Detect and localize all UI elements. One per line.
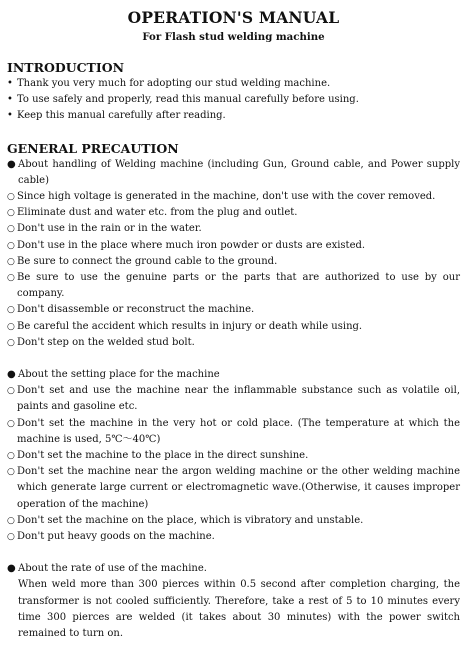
rate-paragraph: When weld more than 300 pierces within 0.5 second after completion charging, the transformer is not cooled sufficiently. Therefore, take a rest of 5 to 10 minutes every time 300 pierces are welded (it takes about 30 minutes) with the power switch remained to turn on. [18,579,460,640]
intro-item: • Keep this manual carefully after reading. [7,108,460,124]
bullet-icon: • [7,110,13,122]
section-header-handling: ● About handling of Welding machine (including Gun, Ground cable, and Power supply cable) [7,158,460,186]
open-circle-icon: ○ [7,515,15,526]
page-subtitle: For Flash stud welding machine [142,31,325,43]
general-precaution-heading: GENERAL PRECAUTION [7,140,179,156]
open-circle-icon: ○ [7,192,15,203]
precaution-item: ○ Don't use in the place where much iron powder or dusts are existed. [7,238,460,254]
precaution-item: ○ Be careful the accident which results in injury or death while using. [7,319,460,335]
precaution-item: ○ Don't set the machine near the argon welding machine or the other welding machine which generate large current or electromagnetic wave.(Otherwise, it causes improper operation of the machine) [7,466,460,510]
section-header-setting: ● About the setting place for the machine [7,367,460,383]
open-circle-icon: ○ [7,224,15,235]
filled-circle-icon: ● [7,369,16,381]
rate-section [7,561,460,642]
open-circle-icon: ○ [7,273,15,284]
precaution-item: ○ Don't set the machine to the place in the direct sunshine. [7,448,460,464]
open-circle-icon: ○ [7,321,15,332]
precaution-item: ○ Don't set the machine on the place, which is vibratory and unstable. [7,513,460,529]
handling-section [7,157,460,351]
introduction-list [7,76,460,125]
precaution-item: ○ Don't set the machine in the very hot or cold place. (The temperature at which the machine is used, 5℃～40℃) [7,417,460,445]
open-circle-icon: ○ [7,208,15,219]
precaution-item: ○ Since high voltage is generated in the machine, don't use with the cover removed. [7,189,460,205]
open-circle-icon: ○ [7,532,15,543]
bullet-icon: • [7,94,13,106]
open-circle-icon: ○ [7,467,15,478]
precaution-item: ○ Be sure to use the genuine parts or the parts that are authorized to use by our company. [7,272,460,300]
precaution-item: ○ Be sure to connect the ground cable to the ground. [7,254,460,270]
intro-item: • To use safely and properly, read this manual carefully before using. [7,92,460,108]
intro-item: • Thank you very much for adopting our stud welding machine. [7,76,460,92]
setting-section [7,367,460,545]
section-header-rate: ● About the rate of use of the machine. [7,561,460,577]
precaution-item: ○ Don't disassemble or reconstruct the machine. [7,302,460,318]
precaution-item: ○ Don't step on the welded stud bolt. [7,335,460,351]
open-circle-icon: ○ [7,386,15,397]
precaution-item: ○ Don't use in the rain or in the water. [7,221,460,237]
precaution-item: ○ Eliminate dust and water etc. from the plug and outlet. [7,205,460,221]
open-circle-icon: ○ [7,305,15,316]
introduction-heading: INTRODUCTION [7,60,125,75]
open-circle-icon: ○ [7,451,15,462]
open-circle-icon: ○ [7,256,15,267]
bullet-icon: • [7,78,13,89]
precaution-item: ○ Don't put heavy goods on the machine. [7,529,460,545]
precaution-item: ○ Don't set and use the machine near the inflammable substance such as volatile oil, paints and gasoline etc. [7,385,460,413]
open-circle-icon: ○ [7,418,15,429]
filled-circle-icon: ● [7,563,16,575]
open-circle-icon: ○ [7,240,15,251]
open-circle-icon: ○ [7,337,15,348]
filled-circle-icon: ● [7,158,16,170]
page-title: OPERATION'S MANUAL [127,8,340,27]
